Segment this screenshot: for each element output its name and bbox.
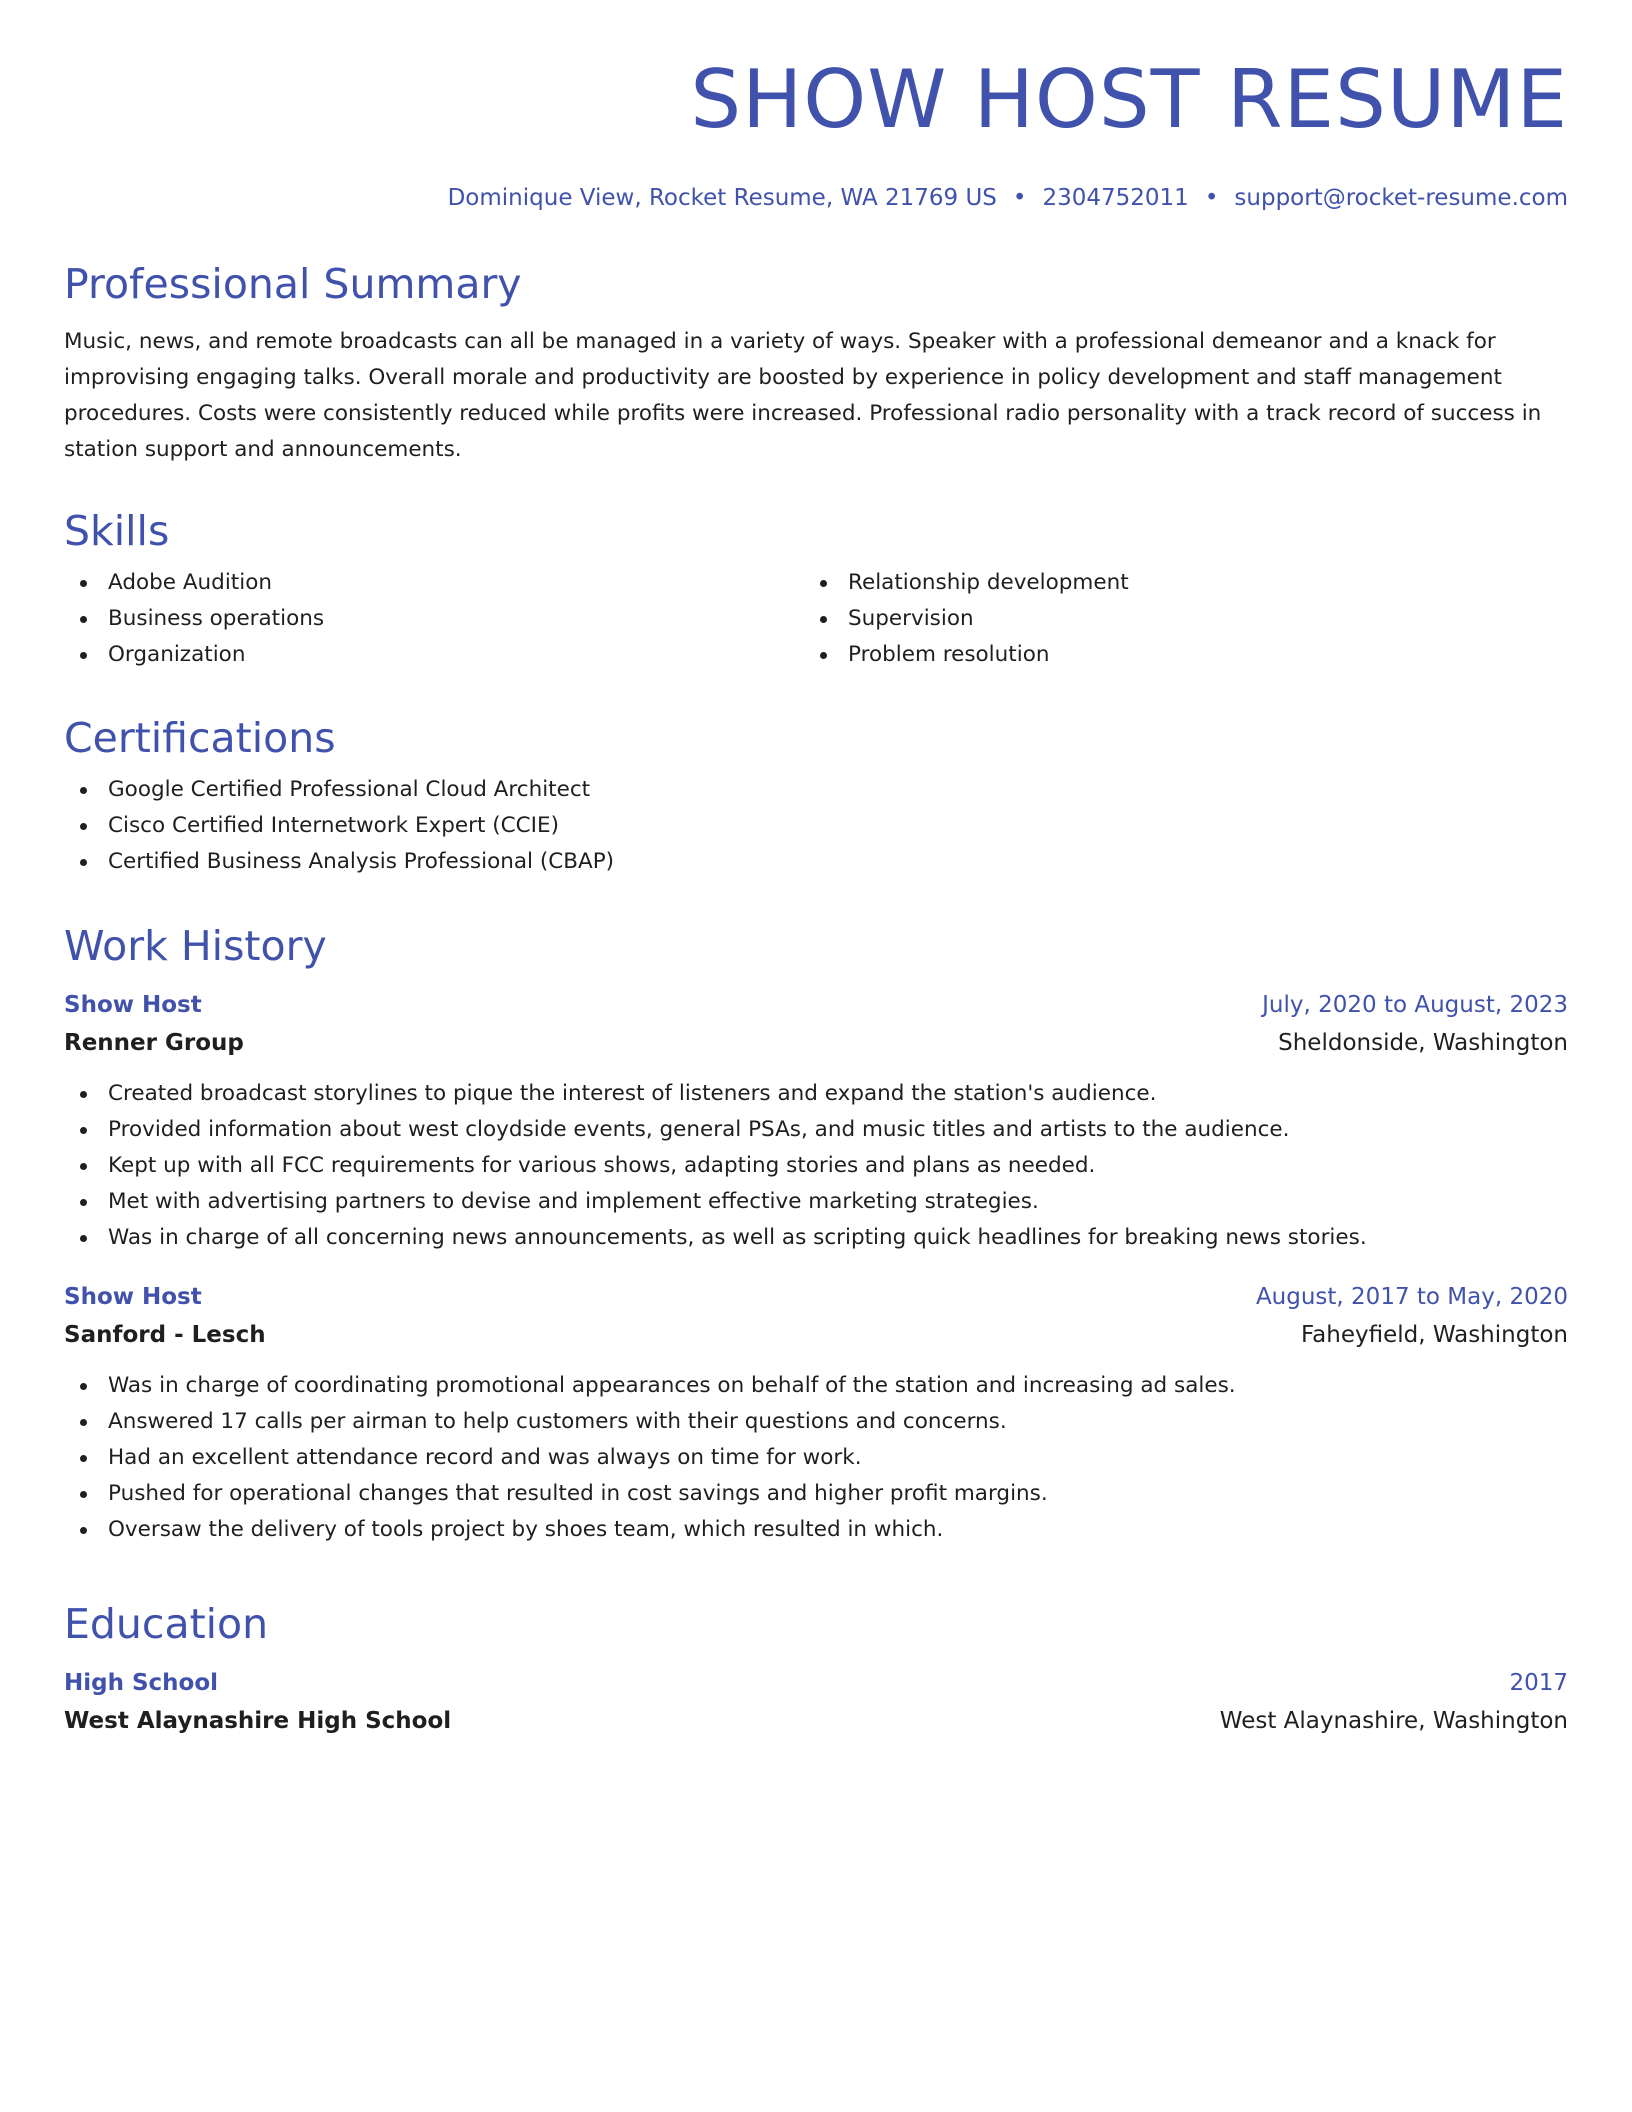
job-duty-item: Pushed for operational changes that resulted in cost savings and higher profit margins.	[64, 1476, 1568, 1512]
section-heading-education: Education	[64, 1600, 269, 1648]
job-location: Sheldonside, Washington	[1278, 1030, 1568, 1056]
job-dates: July, 2020 to August, 2023	[1262, 992, 1568, 1018]
skill-item: Supervision	[804, 601, 1544, 637]
job-duty-item: Oversaw the delivery of tools project by shoes team, which resulted in which.	[64, 1512, 1568, 1548]
contact-separator: •	[1012, 185, 1027, 211]
job-company-row	[64, 1316, 1568, 1354]
education-section	[64, 1598, 1568, 1740]
education-school-row	[64, 1702, 1568, 1740]
section-heading-certifications: Certifications	[64, 714, 336, 762]
job-duties-list	[64, 1076, 1568, 1256]
job-header-row	[64, 1278, 1568, 1316]
certifications-section	[64, 712, 1568, 880]
job-entry	[64, 1278, 1568, 1548]
skill-item: Adobe Audition	[64, 565, 804, 601]
certification-item: Certified Business Analysis Professional (CBAP)	[64, 844, 1568, 880]
job-duty-item: Was in charge of all concerning news announcements, as well as scripting quick headlines for breaking news stories.	[64, 1220, 1568, 1256]
education-degree: High School	[64, 1670, 219, 1696]
skills-grid	[64, 565, 1568, 673]
job-duty-item: Had an excellent attendance record and was always on time for work.	[64, 1440, 1568, 1476]
skill-item: Relationship development	[804, 565, 1544, 601]
job-role: Show Host	[64, 1284, 202, 1310]
education-location: West Alaynashire, Washington	[1219, 1708, 1568, 1734]
education-year: 2017	[1509, 1670, 1568, 1696]
section-heading-skills: Skills	[64, 507, 170, 555]
job-duty-item: Answered 17 calls per airman to help customers with their questions and concerns.	[64, 1404, 1568, 1440]
work-history-section	[64, 920, 1568, 1570]
contact-email: support@rocket-resume.com	[1234, 185, 1568, 211]
contact-address: Dominique View, Rocket Resume, WA 21769 US	[447, 185, 997, 211]
summary-section	[64, 258, 1568, 468]
job-company: Renner Group	[64, 1030, 244, 1056]
job-entry	[64, 986, 1568, 1256]
job-duty-item: Met with advertising partners to devise and implement effective marketing strategies.	[64, 1184, 1568, 1220]
job-role: Show Host	[64, 992, 202, 1018]
education-school: West Alaynashire High School	[64, 1708, 452, 1734]
education-header-row	[64, 1664, 1568, 1702]
certification-item: Google Certified Professional Cloud Architect	[64, 772, 1568, 808]
job-company: Sanford - Lesch	[64, 1322, 266, 1348]
skills-list-right	[804, 565, 1544, 673]
job-company-row	[64, 1024, 1568, 1062]
skill-item: Problem resolution	[804, 637, 1544, 673]
job-dates: August, 2017 to May, 2020	[1255, 1284, 1568, 1310]
skill-item: Business operations	[64, 601, 804, 637]
skills-list-left	[64, 565, 804, 673]
resume-title: SHOW HOST RESUME	[690, 53, 1568, 146]
certifications-list	[64, 772, 1568, 880]
skill-item: Organization	[64, 637, 804, 673]
summary-text: Music, news, and remote broadcasts can all be managed in a variety of ways. Speaker with a professional demeanor and a knack for improvising engaging talks. Overall morale and productivity are boosted by experience in policy development and staff management procedures. Costs were consistently reduced while profits were increased. Professional radio personality with a track record of success in station support and announcements.	[64, 329, 1542, 462]
job-duty-item: Was in charge of coordinating promotional appearances on behalf of the station and increasing ad sales.	[64, 1368, 1568, 1404]
skills-section	[64, 505, 1568, 673]
contact-phone: 2304752011	[1042, 185, 1189, 211]
section-heading-work-history: Work History	[64, 922, 327, 970]
job-duty-item: Created broadcast storylines to pique the interest of listeners and expand the station's audience.	[64, 1076, 1568, 1112]
section-heading-summary: Professional Summary	[64, 260, 522, 308]
contact-info	[448, 182, 1568, 214]
job-duty-item: Kept up with all FCC requirements for various shows, adapting stories and plans as needed.	[64, 1148, 1568, 1184]
contact-separator: •	[1204, 185, 1219, 211]
job-header-row	[64, 986, 1568, 1024]
job-duty-item: Provided information about west cloydside events, general PSAs, and music titles and artists to the audience.	[64, 1112, 1568, 1148]
job-location: Faheyfield, Washington	[1301, 1322, 1568, 1348]
job-duties-list	[64, 1368, 1568, 1548]
certification-item: Cisco Certified Internetwork Expert (CCIE)	[64, 808, 1568, 844]
